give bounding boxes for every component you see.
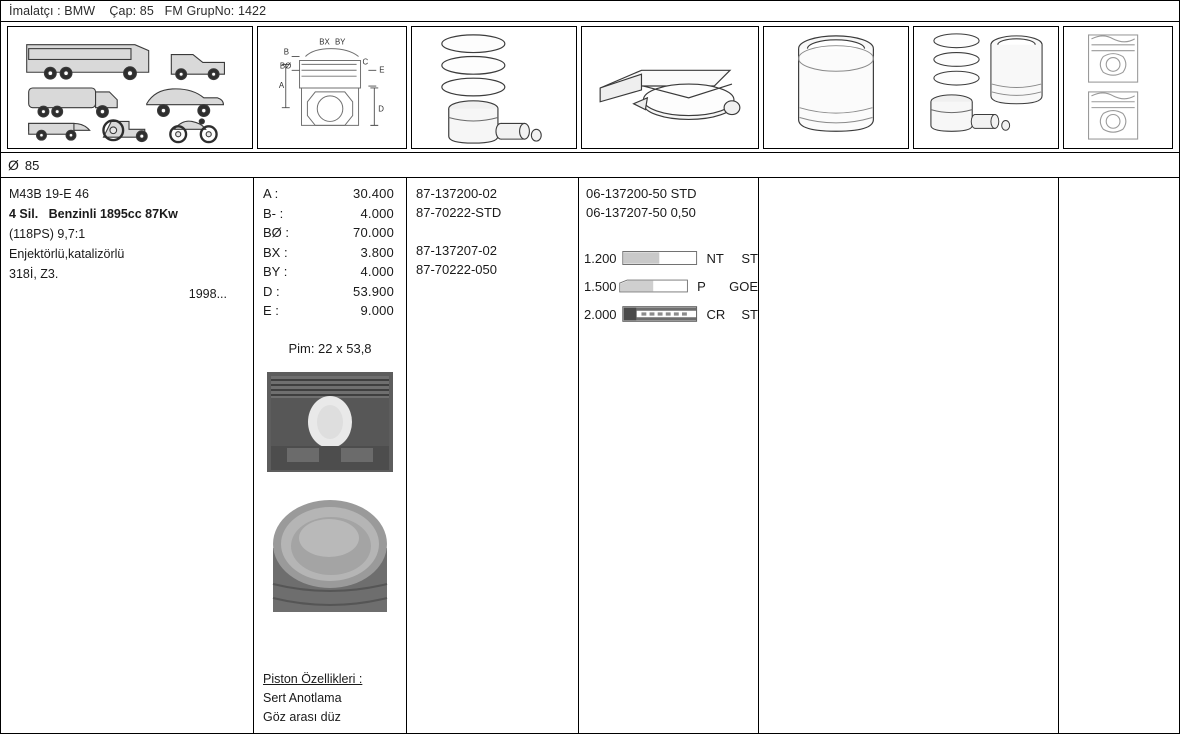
piston-side-photo xyxy=(265,370,395,474)
diagram-label-A: A xyxy=(278,80,285,90)
piston-pin-icon xyxy=(971,115,1009,131)
dimension-row xyxy=(254,282,406,302)
diagram-label-B: B xyxy=(283,47,290,57)
engine-code-line: M43B 19-E 46 xyxy=(9,187,89,201)
engine-info-column xyxy=(1,178,254,733)
diameter-icon: Ø xyxy=(8,157,19,173)
ring-set-code: 06-137200-50 STD xyxy=(586,186,697,201)
oil-scraper-ring-profile-icon xyxy=(622,303,697,325)
data-columns xyxy=(1,178,1179,733)
part-number: 87-137200-02 xyxy=(416,186,497,201)
ring-type: NT xyxy=(706,250,724,266)
vehicle-applications-svg xyxy=(8,27,252,148)
diameter-bar xyxy=(1,153,1179,178)
diagram-label-D: D xyxy=(378,104,384,114)
van-icon xyxy=(29,123,90,140)
dimension-value: 3.800 xyxy=(360,244,394,260)
piston-icon xyxy=(931,95,972,131)
piston-features-notes xyxy=(263,670,362,727)
bus-icon xyxy=(27,45,149,80)
part-number: 87-137207-02 xyxy=(416,243,497,258)
manufacturer-header-text: İmalatçı : BMW Çap: 85 FM GrupNo: 1422 xyxy=(9,4,267,18)
empty-column-2 xyxy=(1059,178,1179,733)
diagram-label-BY: BY xyxy=(334,37,346,47)
piston-kit-svg xyxy=(914,27,1058,148)
dimensions-column xyxy=(254,178,407,733)
piston-section-icon xyxy=(1089,35,1138,82)
taper-ring-profile-icon xyxy=(619,275,688,297)
ring-set-svg xyxy=(582,27,758,148)
dimension-row xyxy=(254,243,406,263)
ring-row xyxy=(579,244,758,272)
cylinder-liner-cell xyxy=(763,26,909,149)
vehicle-models-line: 318İ, Z3. xyxy=(9,267,59,281)
rectangular-ring-profile-icon xyxy=(622,247,697,269)
ring-width: 2.000 xyxy=(584,306,617,322)
piston-rings-icon xyxy=(934,34,979,85)
piston-section-pair-cell xyxy=(1063,26,1173,149)
dimension-value: 70.000 xyxy=(353,225,394,240)
header-bar xyxy=(1,1,1179,22)
piston-section-pair-svg xyxy=(1064,27,1172,148)
piston-icon xyxy=(449,101,498,143)
ring-set-code: 06-137207-50 0,50 xyxy=(586,205,696,220)
tractor-icon xyxy=(103,120,147,141)
dimension-key: BØ : xyxy=(263,225,290,240)
dimension-value: 4.000 xyxy=(360,264,394,279)
part-number: 87-70222-STD xyxy=(416,205,502,220)
dimension-value: 53.900 xyxy=(353,283,394,299)
engine-spec-line: 4 Sil. Benzinli 1895cc 87Kw xyxy=(9,207,178,221)
dimension-value: 30.400 xyxy=(353,186,394,201)
piston-dimension-diagram-svg xyxy=(258,27,406,148)
cylinder-liner-icon xyxy=(991,36,1042,104)
illustration-strip xyxy=(1,22,1179,153)
piston-features-title: Piston Özellikleri : xyxy=(263,672,363,686)
empty-column-1 xyxy=(759,178,1059,733)
diagram-label-BO: BØ xyxy=(279,61,292,71)
dimension-key: A : xyxy=(263,186,279,201)
diameter-value: 85 xyxy=(24,157,40,173)
motorcycle-icon xyxy=(170,119,216,142)
dimension-value: 4.000 xyxy=(360,205,394,221)
ring-maker: GOE xyxy=(729,278,758,294)
ring-maker: ST xyxy=(741,306,758,322)
tanker-truck-icon xyxy=(29,88,118,118)
car-icon xyxy=(147,89,224,117)
dimension-key: B- : xyxy=(263,205,284,221)
dimension-row xyxy=(254,184,406,204)
dimension-row xyxy=(254,262,406,282)
dimension-key: E : xyxy=(263,303,279,318)
diagram-label-C: C xyxy=(362,57,369,67)
ring-set-column xyxy=(579,178,759,733)
cylinder-liner-icon xyxy=(799,36,874,131)
dimension-key: BX : xyxy=(263,244,288,260)
dimension-key: D : xyxy=(263,283,280,299)
part-number: 87-70222-050 xyxy=(416,262,497,277)
vehicle-applications-cell xyxy=(7,26,253,149)
piston-pin-icon xyxy=(496,123,541,141)
ring-maker: ST xyxy=(741,250,758,266)
dimension-key: BY : xyxy=(263,264,288,279)
diagram-label-BX: BX xyxy=(319,37,330,47)
piston-with-rings-svg xyxy=(412,27,576,148)
ring-width: 1.200 xyxy=(584,250,617,266)
piston-section-icon xyxy=(1089,92,1138,139)
engine-power-line: (118PS) 9,7:1 xyxy=(9,227,86,241)
piston-dimension-diagram-cell xyxy=(257,26,407,149)
diagram-label-E: E xyxy=(379,65,385,75)
dimension-row xyxy=(254,223,406,243)
ring-row xyxy=(579,300,758,328)
pickup-truck-icon xyxy=(171,55,224,80)
ring-type: CR xyxy=(706,306,726,322)
model-year: 1998... xyxy=(188,287,227,301)
piston-rings-icon xyxy=(442,35,505,96)
piston-crown-photo xyxy=(265,488,395,616)
ring-width: 1.500 xyxy=(584,278,617,294)
piston-kit-cell xyxy=(913,26,1059,149)
dimension-value: 9.000 xyxy=(360,303,394,318)
ring-type: P xyxy=(697,278,706,294)
dimension-row xyxy=(254,301,406,321)
piston-rings-perspective-cell xyxy=(581,26,759,149)
ring-set-icon xyxy=(600,70,740,119)
cylinder-liner-svg xyxy=(764,27,908,148)
part-numbers-column xyxy=(407,178,579,733)
dimension-row xyxy=(254,204,406,224)
piston-pin-spec: Pim: 22 x 53,8 xyxy=(288,340,372,356)
piston-feature-line-2: Göz arası düz xyxy=(263,710,341,724)
piston-with-rings-cell xyxy=(411,26,577,149)
engine-fuel-line: Enjektörlü,katalizörlü xyxy=(9,247,125,261)
piston-feature-line-1: Sert Anotlama xyxy=(263,691,342,705)
ring-row xyxy=(579,272,758,300)
